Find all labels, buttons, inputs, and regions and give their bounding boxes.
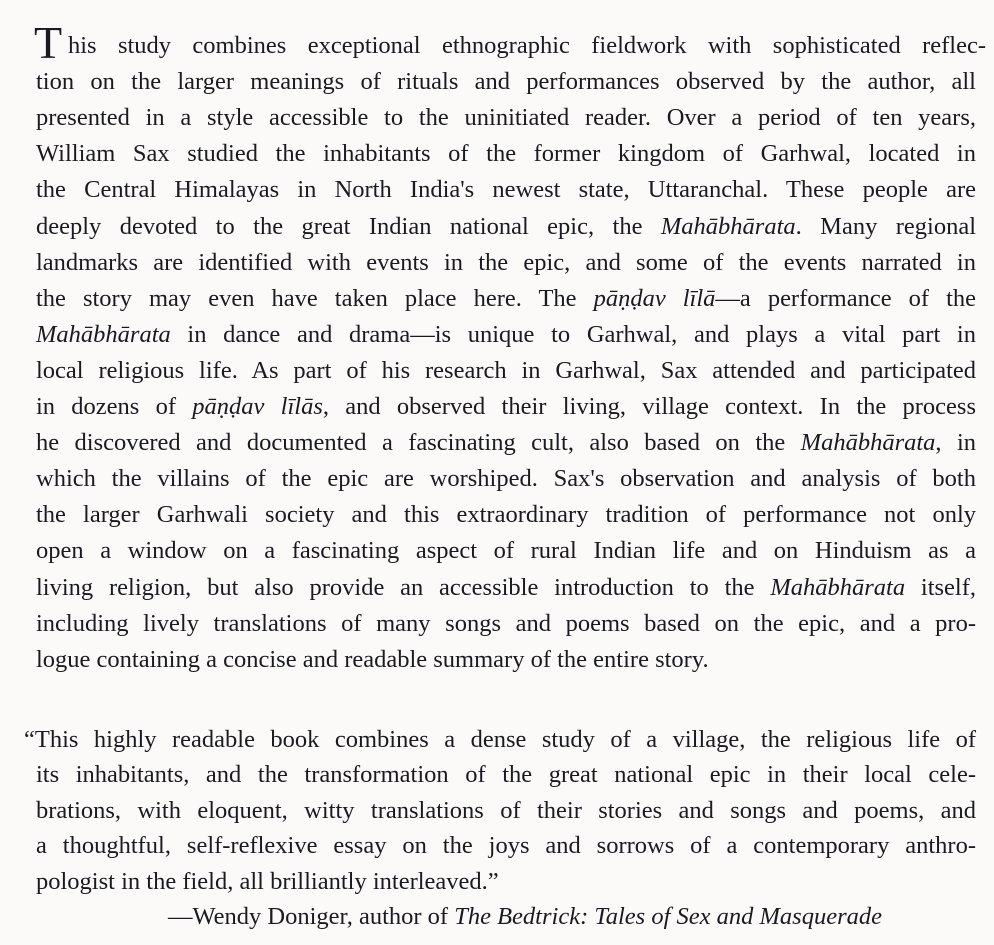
italic-term: Mahābhārata <box>800 429 936 457</box>
description-line: tion on the larger meanings of rituals and performances observed by the author, all <box>36 68 976 96</box>
description-line: living religion, but also provide an accessible introduction to the Mahābhārata itself, <box>36 573 976 601</box>
description-line: the larger Garhwali society and this extraordinary tradition of performance not only <box>36 501 976 529</box>
description-line: William Sax studied the inhabitants of the former kingdom of Garhwal, located in <box>36 140 976 168</box>
italic-term: pāṇḍav līlā <box>593 284 716 312</box>
quote-attribution: —Wendy Doniger, author of The Bedtrick: Tales of Sex and Masquerade <box>168 903 882 930</box>
description-line: presented in a style accessible to the uninitiated reader. Over a period of ten years, <box>36 104 976 132</box>
description-line: including lively translations of many songs and poems based on the epic, and a pro- <box>36 609 976 637</box>
drop-cap: T <box>34 17 63 68</box>
description-line: landmarks are identified with events in the epic, and some of the events narrated in <box>36 248 976 276</box>
description-line: Mahābhārata in dance and drama—is unique to Garhwal, and plays a vital part in <box>36 320 976 348</box>
description-line: the story may even have taken place here. The pāṇḍav līlā—a performance of the <box>36 284 976 312</box>
italic-term: The Bedtrick: Tales of Sex and Masquerade <box>454 903 882 930</box>
description-line: deeply devoted to the great Indian national epic, the Mahābhārata. Many regional <box>36 212 976 240</box>
description-line: his study combines exceptional ethnographic fieldwork with sophisticated reflec- <box>68 32 986 59</box>
quote-line: pologist in the field, all brilliantly interleaved.” <box>36 867 499 895</box>
quote-line: its inhabitants, and the transformation of the great national epic in their local cele- <box>36 761 976 789</box>
description-line: he discovered and documented a fascinating cult, also based on the Mahābhārata, in <box>36 429 977 457</box>
description-line: the Central Himalayas in North India's newest state, Uttaranchal. These people are <box>36 176 976 204</box>
description-line: which the villains of the epic are worshiped. Sax's observation and analysis of both <box>36 465 976 493</box>
italic-term: pāṇḍav līlās <box>192 393 323 420</box>
italic-term: Mahābhārata <box>770 573 906 601</box>
quote-line: a thoughtful, self-reflexive essay on the joys and sorrows of a contemporary anthro- <box>36 832 976 860</box>
description-line: in dozens of pāṇḍav līlās, and observed their living, village context. In the process <box>36 393 976 420</box>
italic-term: Mahābhārata <box>36 320 171 348</box>
description-line: logue containing a concise and readable summary of the entire story. <box>36 645 709 673</box>
description-line: local religious life. As part of his research in Garhwal, Sax attended and participated <box>36 356 976 384</box>
quote-line: brations, with eloquent, witty translations of their stories and songs and poems, and <box>36 796 976 824</box>
quote-line: “This highly readable book combines a dense study of a village, the religious life of <box>24 726 976 753</box>
description-line: open a window on a fascinating aspect of rural Indian life and on Hinduism as a <box>36 537 976 565</box>
italic-term: Mahābhārata <box>660 212 796 240</box>
